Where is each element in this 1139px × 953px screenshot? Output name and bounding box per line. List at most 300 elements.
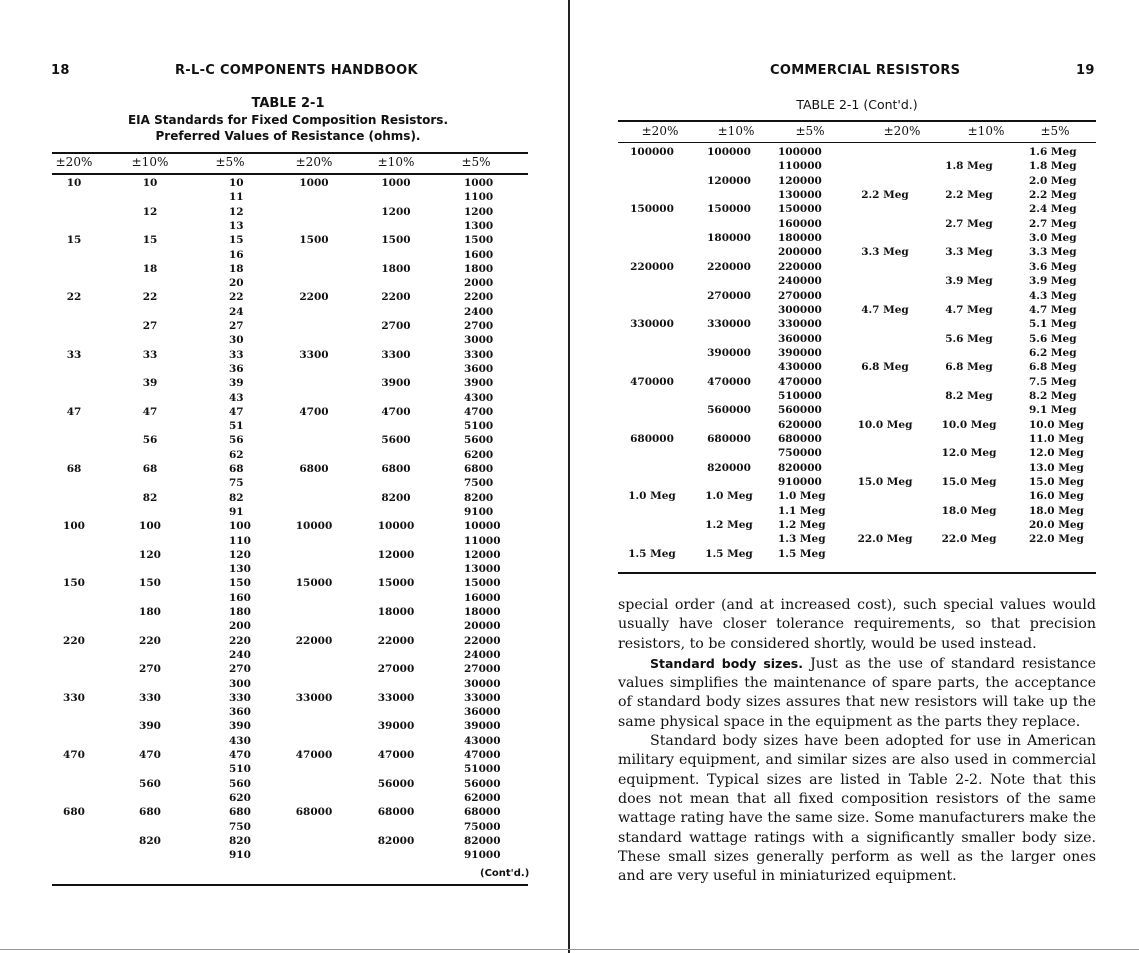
table-cell: 6800	[464, 463, 494, 475]
table-cell: 3600	[464, 362, 494, 375]
table-cell: 33000	[464, 691, 501, 704]
table-cell: 43	[229, 391, 244, 404]
table-cell: 47000	[295, 749, 333, 761]
table-cell: 470	[63, 749, 85, 761]
table-cell: 3300	[381, 348, 411, 361]
table-cell: 560000	[707, 404, 751, 417]
table-cell: 150000	[778, 203, 822, 216]
table-cell: 910000	[778, 476, 822, 489]
table-cell: 3.6 Meg	[1029, 260, 1077, 273]
table-cell: 750000	[778, 447, 822, 460]
table-cell: 75	[229, 477, 244, 490]
table-cell: 82000	[377, 834, 415, 847]
table-cell: 47000	[464, 749, 501, 761]
table-cell: 1.5 Meg	[705, 547, 753, 560]
table-cell: 2700	[464, 320, 494, 332]
table-cell: 30000	[464, 677, 501, 690]
table-cell: 47	[142, 405, 158, 418]
table-cell: 82000	[464, 834, 501, 847]
table-cell: 68000	[464, 806, 501, 819]
table-cell: 51000	[464, 763, 501, 776]
table-cell: 150000	[630, 203, 674, 216]
paragraph-2-text: Just as the use of standard resistance values simplifies the maintenance of spare parts, the acceptance of standard body sizes assures that new resistors will take up the same physical space in the equipment as the parts they replace.	[618, 655, 1096, 730]
table-cell: 6.8 Meg	[945, 361, 993, 374]
table-cell: 6.8 Meg	[861, 361, 909, 374]
running-head: R-L-C COMPONENTS HANDBOOK	[175, 63, 418, 78]
table-cell: 22	[142, 291, 158, 304]
table-cell: 680	[63, 806, 85, 819]
table-cell: 91000	[464, 849, 501, 862]
table-cell: 820000	[778, 461, 822, 474]
column-header: ±10%	[377, 155, 415, 169]
table-cell: 4700	[464, 405, 494, 418]
table-bottom-rule	[618, 572, 1096, 574]
column-header: ±10%	[717, 124, 755, 138]
table-cell: 750	[229, 820, 251, 833]
table-cell: 110	[229, 534, 251, 547]
table-cell: 22.0 Meg	[1029, 533, 1084, 546]
table-cell: 20.0 Meg	[1029, 519, 1084, 532]
table-cell: 47000	[377, 749, 415, 761]
table-cell: 820000	[707, 461, 751, 474]
table-cell: 680000	[707, 433, 751, 445]
table-cell: 15000	[377, 577, 415, 590]
running-head: COMMERCIAL RESISTORS	[770, 63, 961, 78]
table-cell: 22	[229, 291, 244, 304]
table-cell: 130000	[778, 189, 822, 202]
table-cell: 62	[229, 448, 244, 461]
column-header: ±20%	[295, 155, 333, 169]
table-cell: 22000	[464, 634, 501, 647]
table-cell: 5.6 Meg	[1029, 332, 1077, 345]
table-cell: 1200	[381, 205, 411, 218]
table-top-rule	[618, 120, 1096, 122]
table-cell: 15	[229, 234, 244, 247]
column-header: ±10%	[131, 155, 169, 169]
table-cell: 300	[229, 677, 251, 690]
table-caption-line1: EIA Standards for Fixed Composition Resistors.	[127, 113, 448, 127]
table-cell: 10000	[464, 520, 501, 533]
table-cell: 150	[229, 577, 251, 590]
table-cell: 1.1 Meg	[778, 504, 826, 517]
table-cell: 1.0 Meg	[778, 490, 826, 503]
column-header: ±20%	[883, 124, 921, 138]
table-cell: 68	[142, 463, 158, 475]
table-cell: 27	[229, 320, 244, 332]
table-cell: 150	[139, 577, 161, 590]
table-cell: 33000	[377, 691, 415, 704]
table-cell: 1600	[464, 248, 494, 261]
table-cell: 220	[229, 634, 251, 647]
table-cell: 3900	[381, 377, 411, 390]
table-cell: 390	[229, 720, 251, 733]
table-cell: 18000	[464, 606, 501, 618]
table-cell: 120000	[778, 174, 822, 187]
table-cell: 15	[66, 234, 82, 247]
table-cell: 1100	[464, 191, 494, 204]
table-cell: 39000	[377, 720, 415, 733]
table-cell: 68	[229, 463, 244, 475]
table-cell: 680000	[630, 433, 674, 445]
table-cell: 18.0 Meg	[1029, 504, 1084, 517]
table-cell: 10000	[377, 520, 415, 533]
column-header: ±5%	[1040, 124, 1070, 138]
table-cell: 680000	[778, 433, 822, 445]
table-cell: 620000	[778, 418, 822, 431]
table-cell: 220	[63, 634, 85, 647]
table-cell: 1000	[299, 177, 329, 189]
run-in-heading: Standard body sizes.	[650, 655, 803, 671]
table-cell: 5100	[464, 420, 494, 433]
table-cell: 360	[229, 706, 251, 719]
table-cell: 3000	[464, 334, 494, 347]
table-cell: 430000	[778, 361, 822, 374]
table-cell: 36000	[464, 706, 501, 719]
table-bottom-rule	[52, 884, 528, 886]
table-cell: 15.0 Meg	[857, 476, 913, 489]
table-cell: 4.7 Meg	[861, 303, 909, 316]
table-cell: 820	[229, 834, 251, 847]
table-cell: 180	[229, 606, 251, 618]
table-cell: 470	[139, 749, 161, 761]
left-page	[0, 0, 568, 953]
table-cell: 330000	[707, 318, 751, 331]
table-cell: 300000	[778, 303, 822, 316]
table-cell: 270	[229, 663, 251, 676]
table-cell: 2.2 Meg	[1029, 189, 1077, 202]
table-cell: 470000	[778, 375, 822, 388]
table-cell: 100000	[778, 146, 822, 158]
table-cell: 6200	[464, 448, 494, 461]
table-cell: 13	[229, 219, 244, 232]
table-cell: 1.0 Meg	[628, 490, 676, 503]
table-cell: 1500	[381, 234, 411, 247]
table-cell: 9.1 Meg	[1029, 404, 1077, 417]
table-cell: 4.7 Meg	[945, 303, 993, 316]
table-cell: 15	[142, 234, 158, 247]
table-cell: 2.0 Meg	[1029, 174, 1077, 187]
body-text	[618, 596, 1096, 886]
table-cell: 22	[66, 291, 82, 304]
table-cell: 10000	[295, 520, 333, 533]
table-cell: 6.8 Meg	[1029, 361, 1077, 374]
table-cell: 8.2 Meg	[1029, 389, 1077, 402]
table-cell: 4700	[299, 405, 329, 418]
table-cell: 62000	[464, 791, 501, 804]
table-cell: 3.9 Meg	[945, 275, 993, 288]
table-cell: 11	[229, 191, 244, 204]
table-cell: 56	[229, 434, 244, 447]
table-cell: 620	[229, 791, 251, 804]
table-cell: 8200	[464, 491, 494, 504]
table-cell: 22000	[377, 634, 415, 647]
table-cell: 130	[229, 563, 251, 576]
table-cell: 8200	[381, 491, 411, 504]
table-cell: 18000	[377, 606, 415, 618]
table-cell: 18.0 Meg	[941, 504, 997, 517]
table-cell: 390000	[778, 346, 822, 359]
table-cell: 2000	[464, 277, 494, 290]
table-cell: 180000	[707, 232, 751, 245]
table-cell: 24000	[464, 648, 501, 661]
table-cell: 5.6 Meg	[945, 332, 993, 345]
table-cell: 11000	[464, 534, 501, 547]
page-number: 18	[51, 63, 70, 78]
table-cell: 180000	[778, 232, 822, 245]
table-cell: 360000	[778, 332, 822, 345]
table-cell: 5600	[464, 434, 494, 447]
table-cell: 390	[139, 720, 161, 733]
table-cell: 100	[139, 520, 161, 533]
table-cell: 9100	[464, 505, 494, 518]
table-cell: 1.8 Meg	[1029, 160, 1077, 173]
table-cell: 51	[229, 420, 244, 433]
table-cell: 16.0 Meg	[1029, 490, 1084, 503]
table-cell: 39	[229, 377, 244, 390]
table-cell: 36	[229, 362, 244, 375]
table-cell: 20000	[464, 620, 501, 633]
table-cell: 2700	[381, 320, 411, 332]
table-top-rule	[52, 152, 528, 154]
table-cell: 27000	[464, 663, 501, 676]
table-cell: 16000	[464, 591, 501, 604]
table-cell: 56	[142, 434, 158, 447]
table-title: TABLE 2-1	[251, 96, 325, 111]
table-cell: 12	[229, 205, 244, 218]
table-cell: 2.2 Meg	[861, 189, 909, 202]
table-cell: 1.5 Meg	[628, 547, 676, 560]
table-cell: 33	[66, 348, 82, 361]
table-cell: 10	[229, 177, 244, 189]
table-cell: 2200	[381, 291, 411, 304]
continued-note: (Cont'd.)	[480, 868, 530, 879]
table-cell: 1.2 Meg	[705, 519, 753, 532]
table-cell: 270	[139, 663, 161, 676]
table-cell: 56000	[377, 777, 415, 790]
table-cell: 47	[229, 405, 244, 418]
table-cell: 33	[142, 348, 158, 361]
table-cell: 270000	[707, 289, 751, 302]
table-cell: 1.3 Meg	[778, 533, 826, 546]
table-cell: 7500	[464, 477, 494, 490]
table-cell: 100000	[630, 146, 674, 158]
table-cell: 12.0 Meg	[941, 447, 997, 460]
table-cell: 75000	[464, 820, 501, 833]
table-cell: 3.9 Meg	[1029, 275, 1077, 288]
table-cell: 1.2 Meg	[778, 519, 826, 532]
table-cell: 680	[139, 806, 161, 819]
table-cell: 39000	[464, 720, 501, 733]
table-cell: 5600	[381, 434, 411, 447]
table-cell: 27	[142, 320, 158, 332]
column-header: ±20%	[641, 124, 679, 138]
table-cell: 2200	[299, 291, 329, 304]
table-cell: 2.7 Meg	[945, 217, 993, 230]
table-cell: 4.7 Meg	[1029, 303, 1077, 316]
table-cell: 3.0 Meg	[1029, 232, 1077, 245]
table-cell: 1800	[464, 262, 494, 275]
table-cell: 43000	[464, 734, 501, 747]
table-cell: 2.7 Meg	[1029, 217, 1077, 230]
table-cell: 560	[229, 777, 251, 790]
column-header: ±20%	[55, 155, 93, 169]
table-cell: 160000	[778, 217, 822, 230]
table-cell: 22.0 Meg	[857, 533, 913, 546]
table-cell: 240000	[778, 275, 822, 288]
table-cell: 20	[229, 277, 244, 290]
table-cell: 10	[66, 177, 82, 189]
table-cell: 3.3 Meg	[1029, 246, 1077, 259]
table-cell: 1500	[464, 234, 494, 247]
table-cell: 3300	[464, 348, 494, 361]
header-rule	[618, 142, 1096, 143]
table-cell: 1000	[464, 177, 494, 189]
table-cell: 180	[139, 606, 161, 618]
table-cell: 11.0 Meg	[1029, 433, 1084, 445]
table-cell: 220	[139, 634, 161, 647]
table-cell: 330000	[630, 318, 674, 331]
table-cell: 24	[229, 305, 244, 318]
table-cell: 1200	[464, 205, 494, 218]
table-cell: 68	[66, 463, 82, 475]
table-cell: 120	[229, 548, 251, 561]
table-cell: 68000	[295, 806, 333, 819]
table-cell: 13000	[464, 563, 501, 576]
table-cell: 27000	[377, 663, 415, 676]
table-cell: 56000	[464, 777, 501, 790]
table-cell: 120	[139, 548, 161, 561]
table-cell: 1.8 Meg	[945, 160, 993, 173]
table-cell: 220000	[778, 260, 822, 273]
table-cell: 68000	[377, 806, 415, 819]
table-cell: 12	[142, 205, 158, 218]
table-cell: 150000	[707, 203, 751, 216]
table-cell: 330	[63, 691, 85, 704]
table-cell: 510	[229, 763, 251, 776]
table-cell: 1.6 Meg	[1029, 146, 1077, 158]
table-cell: 12000	[377, 548, 415, 561]
header-rule	[52, 173, 528, 175]
table-cell: 160	[229, 591, 251, 604]
table-cell: 1.0 Meg	[705, 490, 753, 503]
table-cell: 15.0 Meg	[941, 476, 997, 489]
table-cell: 82	[142, 491, 158, 504]
table-cell: 200	[229, 620, 251, 633]
table-cell: 22.0 Meg	[941, 533, 997, 546]
table-cell: 33	[229, 348, 244, 361]
table-cell: 240	[229, 648, 251, 661]
table-cell: 560	[139, 777, 161, 790]
page-number: 19	[1076, 63, 1095, 78]
table-cell: 1000	[381, 177, 411, 189]
table-cell: 18	[142, 262, 158, 275]
table-cell: 39	[142, 377, 158, 390]
table-cell: 12.0 Meg	[1029, 447, 1084, 460]
table-cell: 1.5 Meg	[778, 547, 826, 560]
table-cell: 330000	[778, 318, 822, 331]
table-cell: 100	[229, 520, 251, 533]
table-cell: 12000	[464, 548, 501, 561]
table-cell: 470	[229, 749, 251, 761]
table-cell: 18	[229, 262, 244, 275]
paragraph-2	[618, 654, 1096, 732]
table-cell: 6.2 Meg	[1029, 346, 1077, 359]
paragraph-1: special order (and at increased cost), such special values would usually have closer tolerance requirements, so that precision resistors, to be considered shortly, would be used instead.	[618, 597, 1096, 652]
table-cell: 2.4 Meg	[1029, 203, 1077, 216]
table-cell: 10.0 Meg	[857, 418, 913, 431]
table-cell: 4.3 Meg	[1029, 289, 1077, 302]
table-cell: 390000	[707, 346, 751, 359]
table-cell: 220000	[630, 260, 674, 273]
paragraph-3: Standard body sizes have been adopted for use in American military equipment, and similar sizes are also used in commercial equipment. Typical sizes are listed in Table 2-2. Note that this does not mean that all fixed composition resistors of the same wattage rating have the same size. Some manufacturers make the standard wattage ratings with a significantly smaller body size. These small sizes generally perform as well as the larger ones and are very useful in miniaturized equipment.	[618, 733, 1096, 885]
column-header: ±5%	[461, 155, 491, 169]
table-cell: 6800	[299, 463, 329, 475]
table-caption-line2: Preferred Values of Resistance (ohms).	[155, 129, 421, 143]
table-cell: 150	[63, 577, 85, 590]
table-cell: 47	[66, 405, 82, 418]
table-cell: 4300	[464, 391, 494, 404]
table-cell: 2200	[464, 291, 494, 304]
table-cell: 1500	[299, 234, 329, 247]
table-cell: 110000	[778, 160, 822, 173]
table-cell: 270000	[778, 289, 822, 302]
table-cell: 4700	[381, 405, 411, 418]
column-header: ±5%	[795, 124, 825, 138]
table-cell: 820	[139, 834, 161, 847]
table-cell: 1800	[381, 262, 411, 275]
table-cell: 2400	[464, 305, 494, 318]
table-cell: 6800	[381, 463, 411, 475]
table-cell: 470000	[707, 375, 751, 388]
table-cell: 470000	[630, 375, 674, 388]
table-cell: 22000	[295, 634, 333, 647]
table-cell: 15000	[295, 577, 333, 590]
table-cell: 5.1 Meg	[1029, 318, 1077, 331]
table-cell: 100000	[707, 146, 751, 158]
table-cell: 3900	[464, 377, 494, 390]
table-cell: 10.0 Meg	[941, 418, 997, 431]
table-cell: 220000	[707, 260, 751, 273]
table-cell: 3300	[299, 348, 329, 361]
table-cell: 15.0 Meg	[1029, 476, 1084, 489]
table-cell: 2.2 Meg	[945, 189, 993, 202]
table-cell: 100	[63, 520, 85, 533]
table-cell: 82	[229, 491, 244, 504]
table-cell: 330	[229, 691, 251, 704]
column-header: ±10%	[967, 124, 1005, 138]
table-cell: 1300	[464, 219, 494, 232]
table-cell: 680	[229, 806, 251, 819]
table-cell: 510000	[778, 389, 822, 402]
table-cell: 10	[142, 177, 158, 189]
table-cell: 910	[229, 849, 251, 862]
table-cell: 8.2 Meg	[945, 389, 993, 402]
table-cell: 120000	[707, 174, 751, 187]
table-cell: 330	[139, 691, 161, 704]
table-cell: 3.3 Meg	[861, 246, 909, 259]
table-cell: 10.0 Meg	[1029, 418, 1084, 431]
column-header: ±5%	[215, 155, 245, 169]
table-cell: 15000	[464, 577, 501, 590]
right-page	[570, 0, 1139, 953]
table-cell: 7.5 Meg	[1029, 375, 1077, 388]
table-cell: 30	[229, 334, 244, 347]
table-cell: 430	[229, 734, 251, 747]
table-cell: 16	[229, 248, 244, 261]
table-cell: 33000	[295, 691, 333, 704]
table-title: TABLE 2-1 (Cont'd.)	[796, 97, 918, 112]
table-cell: 560000	[778, 404, 822, 417]
